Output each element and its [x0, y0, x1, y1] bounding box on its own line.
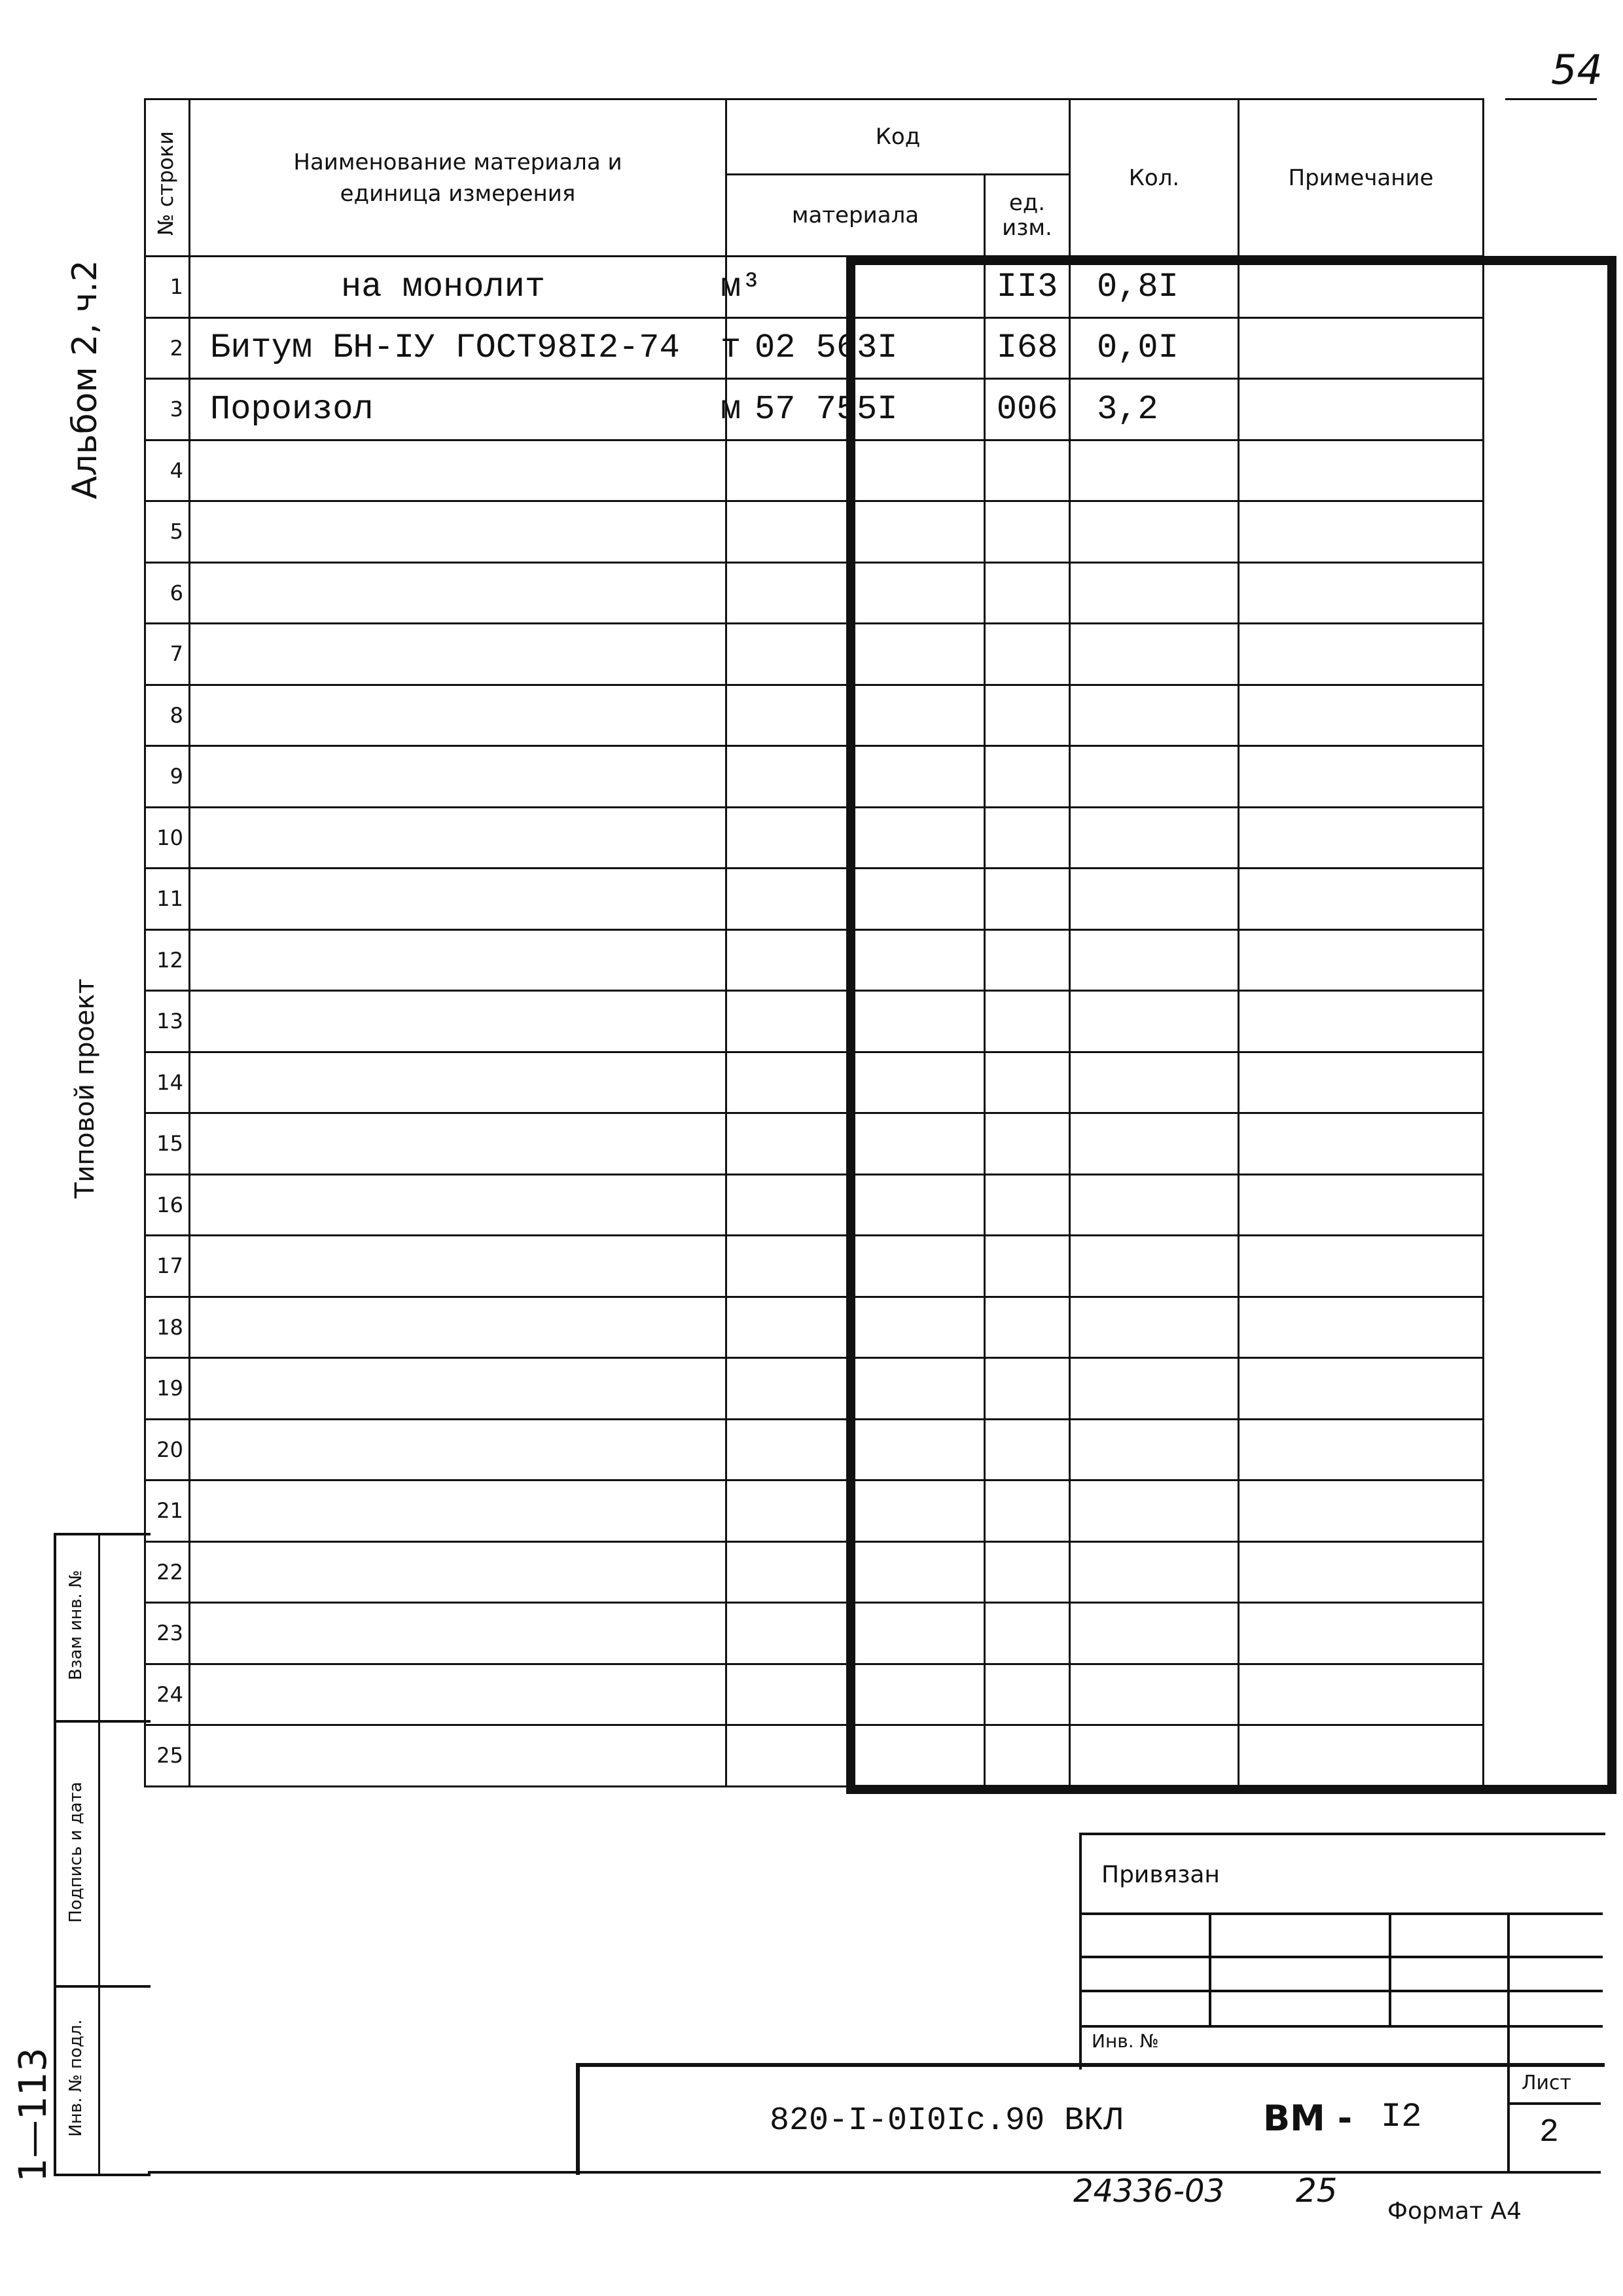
table-row	[145, 440, 1484, 501]
material-code-cell	[726, 1174, 985, 1236]
row-number-cell: 24	[145, 1664, 190, 1725]
unit-code-cell	[985, 1664, 1070, 1725]
note-cell	[1239, 685, 1484, 746]
material-code-cell	[726, 562, 985, 624]
row-number-cell: 13	[145, 991, 190, 1052]
material-name-cell	[190, 1236, 726, 1297]
material-code-cell	[726, 685, 985, 746]
material-code-cell	[726, 869, 985, 930]
material-name-cell	[190, 379, 741, 440]
quantity-cell	[1070, 440, 1239, 501]
unit-code-cell	[985, 1297, 1070, 1358]
unit-code-cell	[985, 929, 1070, 991]
note-cell	[1239, 1480, 1484, 1542]
table-row	[145, 1419, 1484, 1480]
header-code: Код	[726, 99, 1070, 175]
table-row	[145, 929, 1484, 991]
table-row	[145, 869, 1484, 930]
handwritten-page: 25	[1296, 2172, 1338, 2210]
material-name-cell	[190, 1480, 726, 1542]
table-row	[145, 807, 1484, 869]
doc-mark: ВМ -	[1263, 2098, 1353, 2139]
quantity-cell	[1070, 1480, 1239, 1542]
table-row	[145, 1052, 1484, 1113]
material-name-cell	[190, 1541, 726, 1603]
material-name-cell	[190, 1297, 726, 1358]
material-name-cell	[190, 624, 726, 685]
material-name-cell	[190, 807, 726, 869]
material-name-cell	[190, 1664, 726, 1725]
quantity-cell	[1070, 807, 1239, 869]
attached-h2	[1079, 1956, 1603, 1958]
table-row	[145, 1236, 1484, 1297]
unit-code-cell	[985, 1541, 1070, 1603]
note-cell	[1239, 869, 1484, 930]
header-unit: ед. изм.	[985, 175, 1070, 257]
unit-code-cell: II3	[985, 257, 1070, 318]
format-label: Формат А4	[1387, 2198, 1522, 2225]
attached-h3	[1079, 1990, 1603, 1992]
row-number-cell: 15	[145, 1113, 190, 1175]
note-cell	[1239, 746, 1484, 808]
table-row	[145, 379, 1484, 440]
table-row	[145, 1541, 1484, 1603]
unit-code-cell: 006	[985, 379, 1070, 440]
material-name-cell	[190, 746, 726, 808]
note-cell	[1239, 257, 1484, 318]
note-cell	[1239, 501, 1484, 563]
quantity-cell	[1070, 1052, 1239, 1113]
unit-code-cell	[985, 991, 1070, 1052]
header-row-no: № строки	[145, 99, 190, 257]
unit-code-cell: I68	[985, 317, 1070, 379]
material-code-cell	[726, 1725, 985, 1787]
sheet-number: 2	[1539, 2114, 1560, 2151]
row-number-cell: 4	[145, 440, 190, 501]
material-name-cell	[190, 1725, 726, 1787]
material-name-cell	[190, 1174, 726, 1236]
quantity-cell	[1070, 1236, 1239, 1297]
table-row	[145, 1113, 1484, 1175]
margin-box-sep-1	[54, 1720, 151, 1723]
quantity-cell: 0,8I	[1070, 257, 1239, 318]
material-name-cell	[190, 440, 726, 501]
row-number-cell: 3	[145, 379, 190, 440]
row-number-cell: 10	[145, 807, 190, 869]
table-row	[145, 1174, 1484, 1236]
row-number-cell: 2	[145, 317, 190, 379]
page-number-underline	[1505, 98, 1597, 100]
sheet-series-label: 1—113	[10, 2047, 55, 2182]
material-spec-table	[144, 98, 1484, 1787]
material-name-cell	[190, 1358, 726, 1420]
unit-code-cell	[985, 1480, 1070, 1542]
material-code-cell	[726, 746, 985, 808]
quantity-cell	[1070, 1297, 1239, 1358]
row-number-cell: 17	[145, 1236, 190, 1297]
material-code-cell	[726, 440, 985, 501]
unit-code-cell	[985, 1174, 1070, 1236]
note-cell	[1239, 317, 1484, 379]
note-cell	[1239, 1419, 1484, 1480]
material-code-cell	[726, 1052, 985, 1113]
note-cell	[1239, 1174, 1484, 1236]
quantity-cell	[1070, 1541, 1239, 1603]
inv-podl-label: Инв. № подл.	[66, 2019, 86, 2137]
material-name-cell	[190, 1052, 726, 1113]
row-number-cell: 14	[145, 1052, 190, 1113]
quantity-cell	[1070, 1603, 1239, 1664]
unit-code-cell	[985, 501, 1070, 563]
attached-v3	[1507, 1912, 1510, 2067]
unit-code-cell	[985, 1419, 1070, 1480]
margin-box-divider	[98, 1533, 100, 2174]
quantity-cell	[1070, 991, 1239, 1052]
row-number-cell: 25	[145, 1725, 190, 1787]
material-name-cell	[190, 1419, 726, 1480]
row-number-cell: 22	[145, 1541, 190, 1603]
page-number: 54	[1551, 46, 1603, 94]
table-row	[145, 317, 1484, 379]
quantity-cell	[1070, 624, 1239, 685]
material-code-cell	[726, 991, 985, 1052]
material-name-cell	[190, 869, 726, 930]
note-cell	[1239, 562, 1484, 624]
note-cell	[1239, 440, 1484, 501]
material-code-cell	[726, 1480, 985, 1542]
note-cell	[1239, 1664, 1484, 1725]
title-block-sheet-h	[1507, 2102, 1601, 2105]
unit-code-cell	[985, 440, 1070, 501]
note-cell	[1239, 929, 1484, 991]
material-name-cell	[190, 929, 726, 991]
table-row	[145, 1480, 1484, 1542]
table-row	[145, 1725, 1484, 1787]
quantity-cell	[1070, 1358, 1239, 1420]
album-label: Альбом 2, ч.2	[65, 260, 105, 499]
note-cell	[1239, 1236, 1484, 1297]
row-number-cell: 11	[145, 869, 190, 930]
material-code-cell	[726, 1358, 985, 1420]
row-number-cell: 6	[145, 562, 190, 624]
unit-code-cell	[985, 746, 1070, 808]
note-cell	[1239, 1113, 1484, 1175]
row-number-cell: 23	[145, 1603, 190, 1664]
attached-h4	[1079, 2025, 1603, 2028]
quantity-cell	[1070, 746, 1239, 808]
material-name-cell	[190, 1603, 726, 1664]
row-number-cell: 19	[145, 1358, 190, 1420]
material-code-cell	[726, 1113, 985, 1175]
quantity-cell	[1070, 685, 1239, 746]
material-code-cell	[726, 929, 985, 991]
table-row	[145, 624, 1484, 685]
material-name: на монолит	[341, 267, 546, 306]
attached-v1	[1209, 1912, 1211, 2025]
handwritten-number: 24336-03	[1073, 2173, 1225, 2210]
material-code-cell	[726, 1664, 985, 1725]
material-name-cell	[190, 1113, 726, 1175]
sheet-label: Лист	[1522, 2072, 1572, 2094]
material-code-cell	[726, 1419, 985, 1480]
unit-of-measure: м	[721, 389, 741, 429]
table-row	[145, 1358, 1484, 1420]
material-name: Битум БН-IУ ГОСТ98I2-74	[210, 329, 680, 368]
vzam-inv-label: Взам инв. №	[66, 1570, 86, 1681]
doc-code: 820-I-0I0Iс.90 ВКЛ	[770, 2102, 1124, 2140]
material-name-cell	[190, 991, 726, 1052]
note-cell	[1239, 1052, 1484, 1113]
material-code-cell	[726, 1603, 985, 1664]
table-row	[145, 257, 1484, 318]
row-number-cell: 5	[145, 501, 190, 563]
row-number-cell: 8	[145, 685, 190, 746]
material-name: Пороизол	[210, 389, 374, 429]
material-name-cell	[190, 562, 726, 624]
unit-code-cell	[985, 807, 1070, 869]
note-cell	[1239, 1297, 1484, 1358]
table-row	[145, 1297, 1484, 1358]
table-row	[145, 562, 1484, 624]
quantity-cell	[1070, 1664, 1239, 1725]
material-code-cell	[726, 807, 985, 869]
title-block-sheet-divider	[1507, 2063, 1510, 2171]
note-cell	[1239, 1725, 1484, 1787]
note-cell	[1239, 1541, 1484, 1603]
material-name-cell	[190, 317, 741, 379]
note-cell	[1239, 379, 1484, 440]
table-row	[145, 501, 1484, 563]
unit-code-cell	[985, 1603, 1070, 1664]
quantity-cell: 3,2	[1070, 379, 1239, 440]
quantity-cell	[1070, 1419, 1239, 1480]
material-name-cell	[190, 501, 726, 563]
quantity-cell	[1070, 562, 1239, 624]
material-name-cell	[190, 257, 762, 318]
note-cell	[1239, 1358, 1484, 1420]
quantity-cell	[1070, 501, 1239, 563]
header-name: Наименование материала и единица измерения	[190, 99, 726, 257]
material-code-cell	[726, 1236, 985, 1297]
unit-of-measure: м³	[721, 267, 762, 306]
material-code-cell	[726, 624, 985, 685]
quantity-cell	[1070, 869, 1239, 930]
row-number-cell: 21	[145, 1480, 190, 1542]
note-cell	[1239, 807, 1484, 869]
note-cell	[1239, 624, 1484, 685]
note-cell	[1239, 991, 1484, 1052]
row-number-cell: 12	[145, 929, 190, 991]
header-qty: Кол.	[1070, 99, 1239, 257]
unit-code-cell	[985, 1358, 1070, 1420]
material-code-cell	[726, 1541, 985, 1603]
table-row	[145, 1664, 1484, 1725]
material-code-cell	[726, 501, 985, 563]
material-name-cell	[190, 685, 726, 746]
material-code-cell: 57 755I	[726, 379, 985, 440]
attached-label: Привязан	[1101, 1861, 1220, 1888]
row-number-cell: 16	[145, 1174, 190, 1236]
quantity-cell	[1070, 1725, 1239, 1787]
unit-of-measure: т	[721, 329, 741, 368]
header-note: Примечание	[1239, 99, 1484, 257]
unit-code-cell	[985, 624, 1070, 685]
row-number-cell: 18	[145, 1297, 190, 1358]
unit-code-cell	[985, 1052, 1070, 1113]
quantity-cell	[1070, 1174, 1239, 1236]
header-material: материала	[726, 175, 985, 257]
unit-code-cell	[985, 869, 1070, 930]
row-number-cell: 7	[145, 624, 190, 685]
note-cell	[1239, 1603, 1484, 1664]
material-code-cell	[726, 1297, 985, 1358]
row-number-cell: 9	[145, 746, 190, 808]
quantity-cell	[1070, 1113, 1239, 1175]
quantity-cell	[1070, 929, 1239, 991]
unit-code-cell	[985, 562, 1070, 624]
unit-code-cell	[985, 1113, 1070, 1175]
table-row	[145, 685, 1484, 746]
table-row	[145, 1603, 1484, 1664]
table-row	[145, 991, 1484, 1052]
signature-date-label: Подпись и дата	[66, 1782, 86, 1923]
unit-code-cell	[985, 685, 1070, 746]
project-label: Типовой проект	[70, 978, 100, 1198]
material-code-cell	[726, 257, 985, 318]
inv-no-label: Инв. №	[1092, 2030, 1159, 2052]
row-number-cell: 20	[145, 1419, 190, 1480]
material-code-cell: 02 563I	[726, 317, 985, 379]
table-row	[145, 746, 1484, 808]
row-number-cell: 1	[145, 257, 190, 318]
unit-code-cell	[985, 1725, 1070, 1787]
quantity-cell: 0,0I	[1070, 317, 1239, 379]
unit-code-cell	[985, 1236, 1070, 1297]
doc-mark-number: I2	[1381, 2098, 1422, 2136]
attached-h1	[1079, 1912, 1603, 1915]
attached-v2	[1389, 1912, 1391, 2025]
